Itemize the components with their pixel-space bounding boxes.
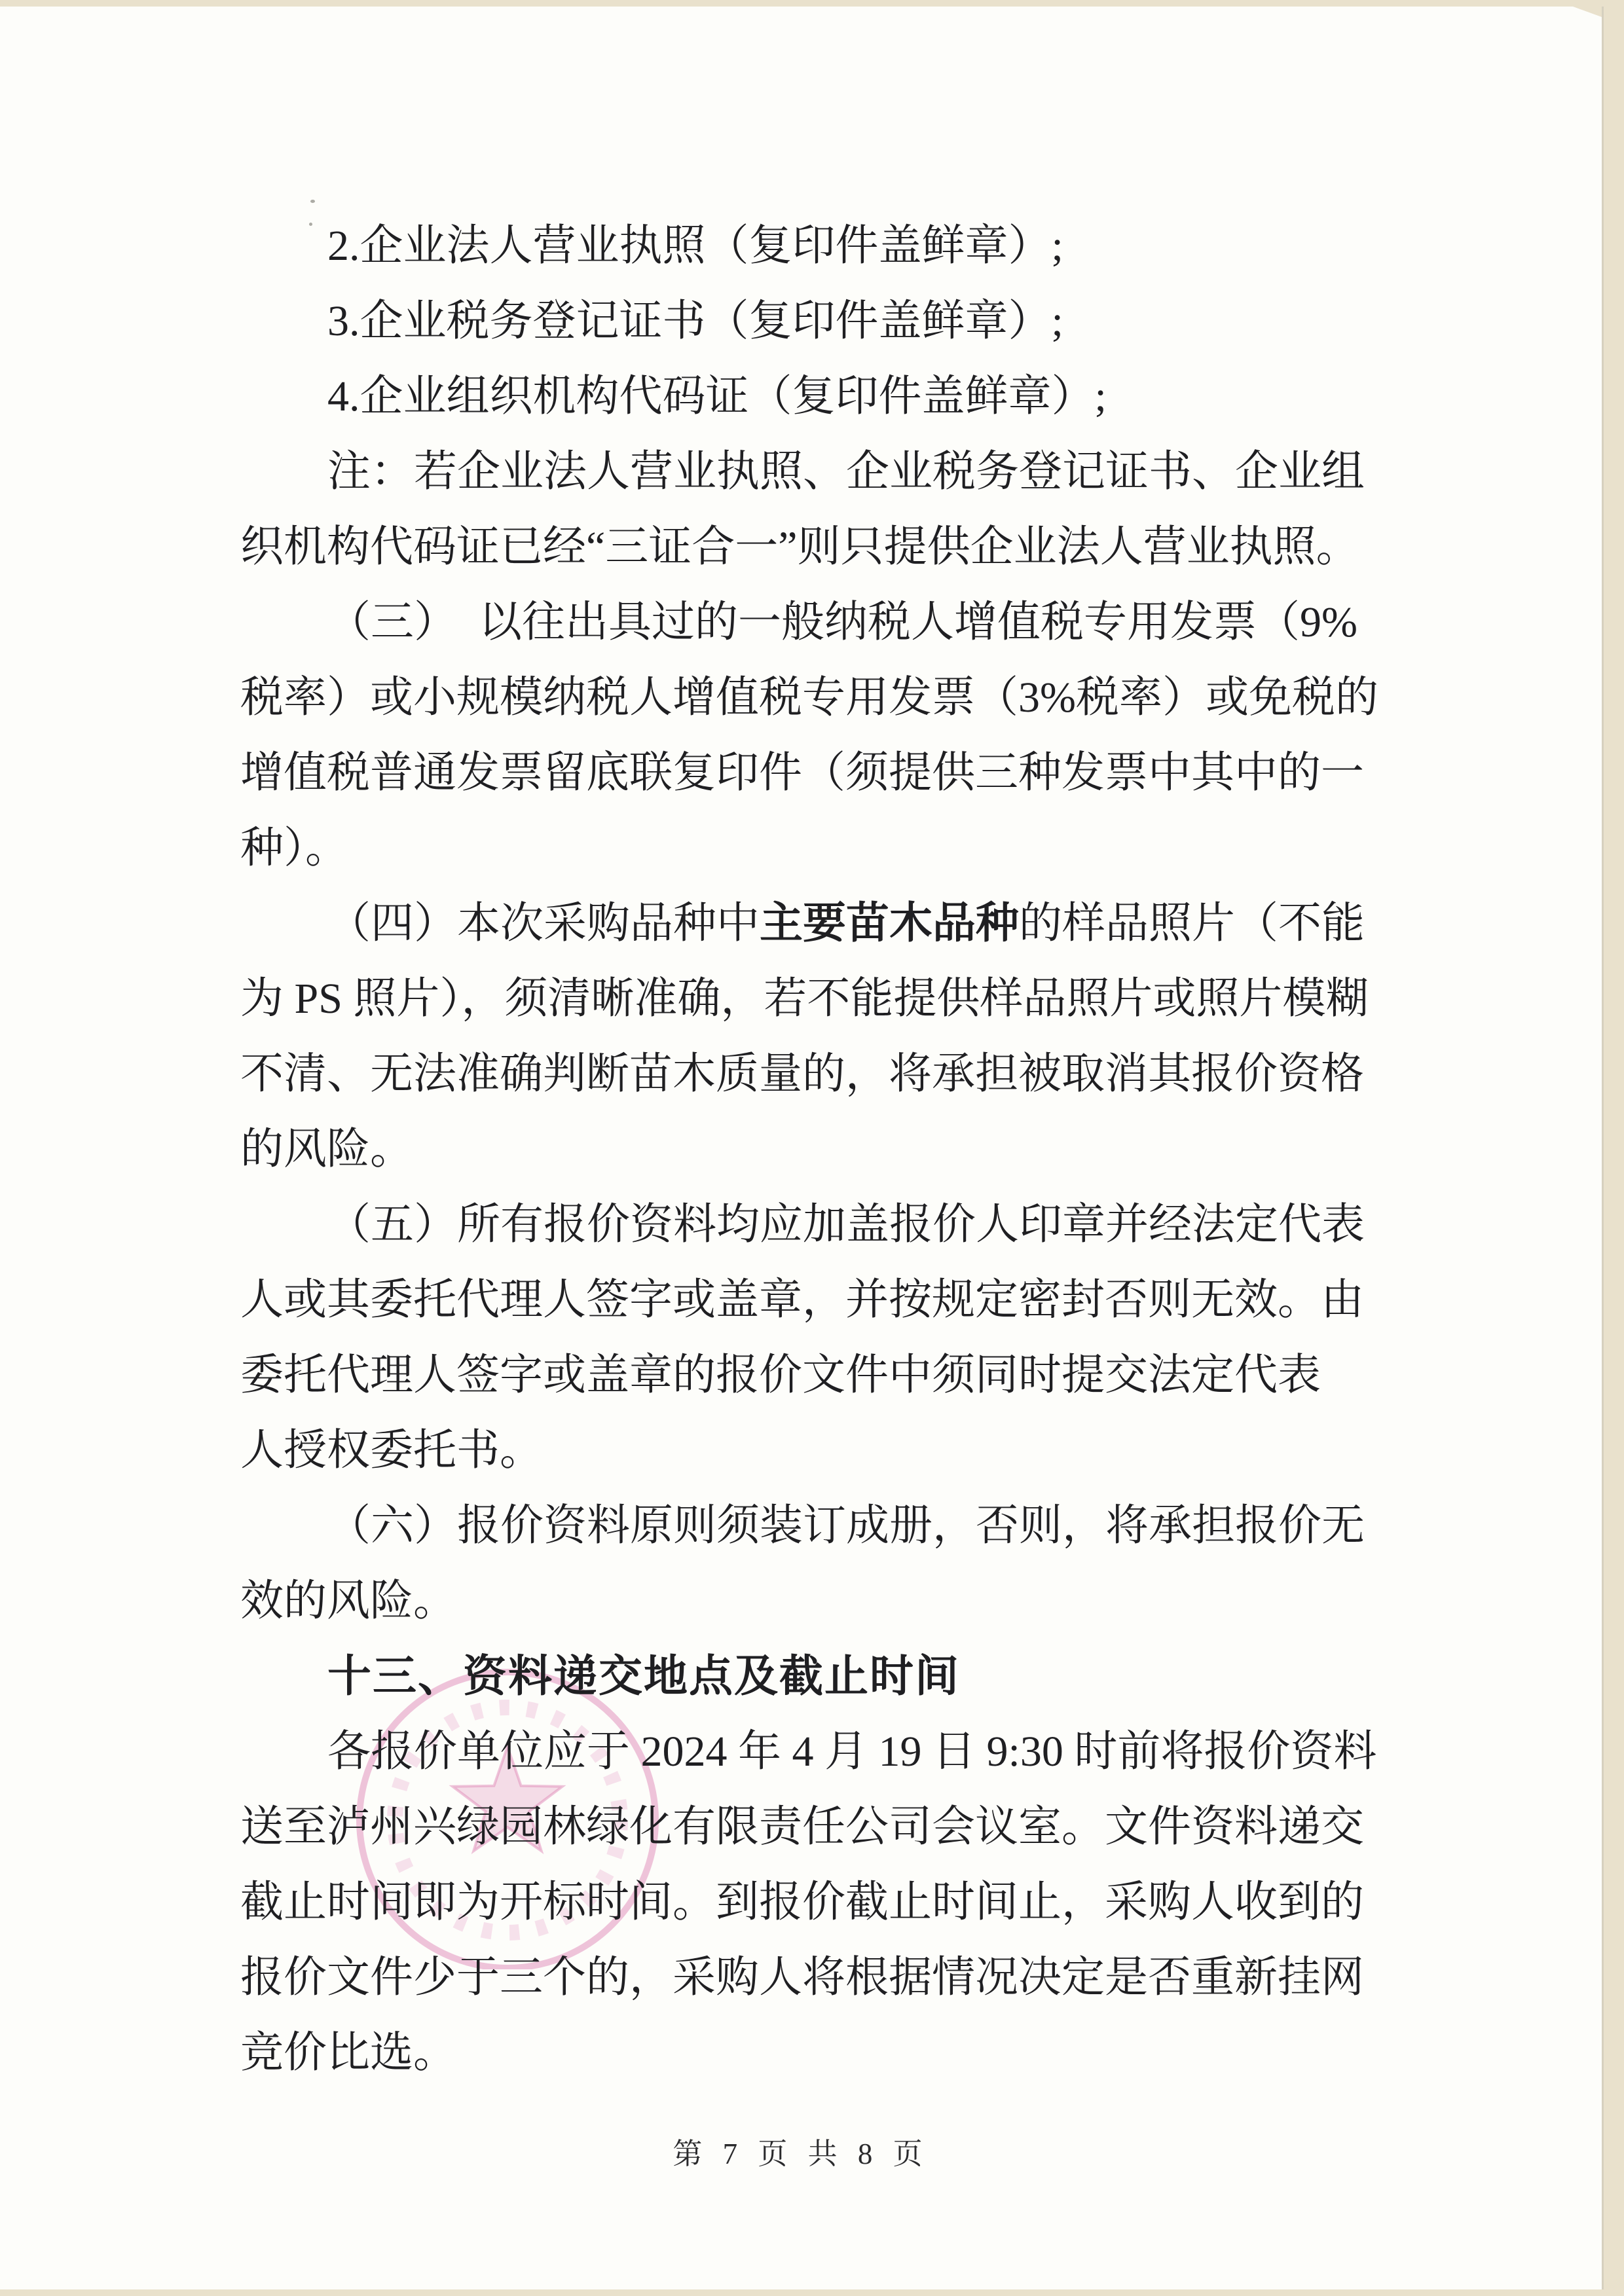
text-line [240, 1714, 1386, 1789]
text-segment: 种）。 [240, 824, 348, 872]
text-segment: 为 PS 照片），须清晰准确，若不能提供样品照片或照片模糊 [240, 975, 1369, 1023]
text-segment: 送至泸州兴绿园林绿化有限责任公司会议室。文件资料递交 [240, 1803, 1364, 1851]
text-line [240, 1488, 1386, 1563]
text-segment: 2.企业法人营业执照（复印件盖鲜章）; [327, 222, 1063, 270]
text-line [240, 585, 1386, 660]
text-line [240, 660, 1386, 735]
text-segment: 3.企业税务登记证书（复印件盖鲜章）; [327, 297, 1063, 345]
text-line [240, 1413, 1386, 1488]
text-segment: 委托代理人签字或盖章的报价文件中须同时提交法定代表 [240, 1351, 1321, 1399]
text-line [240, 811, 1386, 886]
scan-speck [310, 200, 315, 203]
document-body [240, 208, 1386, 2090]
text-segment: 增值税普通发票留底联复印件（须提供三种发票中其中的一 [240, 749, 1364, 797]
text-line [240, 961, 1386, 1036]
text-segment: 税率）或小规模纳税人增值税专用发票（3%税率）或免税的 [240, 674, 1378, 721]
text-segment: 十三、资料递交地点及截止时间 [327, 1652, 960, 1701]
text-segment: 人或其委托代理人签字或盖章，并按规定密封否则无效。由 [240, 1276, 1364, 1324]
text-segment: 的风险。 [240, 1125, 413, 1173]
text-line [240, 1187, 1386, 1262]
text-line [240, 1789, 1386, 1865]
text-segment: （三） 以往出具过的一般纳税人增值税专用发票（9% [327, 598, 1357, 646]
text-segment: 效的风险。 [240, 1577, 456, 1625]
text-line [240, 1940, 1386, 2015]
text-line [240, 434, 1386, 509]
page-footer: 第 7 页 共 8 页 [673, 2138, 929, 2170]
text-segment: 的样品照片（不能 [1019, 900, 1365, 947]
text-line [240, 886, 1386, 961]
text-line [240, 1563, 1386, 1639]
text-line [240, 1262, 1386, 1338]
text-segment: 注：若企业法人营业执照、企业税务登记证书、企业组 [327, 448, 1365, 496]
text-line [240, 359, 1386, 434]
text-segment: 织机构代码证已经“三证合一”则只提供企业法人营业执照。 [240, 523, 1359, 571]
text-line [240, 2015, 1386, 2090]
text-segment: 人授权委托书。 [240, 1427, 543, 1474]
text-line [240, 283, 1386, 359]
text-line [240, 1865, 1386, 1940]
text-line [240, 735, 1386, 811]
text-segment: （六）报价资料原则须装订成册，否则，将承担报价无 [327, 1502, 1365, 1550]
text-segment: 截止时间即为开标时间。到报价截止时间止，采购人收到的 [240, 1878, 1364, 1926]
paper-sheet [0, 7, 1604, 2289]
bold-text: 主要苗木品种 [760, 900, 1019, 947]
text-segment: （五）所有报价资料均应加盖报价人印章并经法定代表 [327, 1201, 1365, 1248]
text-line [240, 509, 1386, 585]
text-line [240, 208, 1386, 283]
section-heading [240, 1639, 1386, 1714]
text-line [240, 1036, 1386, 1112]
text-segment: 4.企业组织机构代码证（复印件盖鲜章）; [327, 373, 1107, 420]
text-segment: 不清、无法准确判断苗木质量的，将承担被取消其报价资格 [240, 1050, 1364, 1098]
text-line [240, 1112, 1386, 1187]
text-segment: （四）本次采购品种中 [327, 900, 760, 947]
text-line [240, 1338, 1386, 1413]
paper-corner-fold [1573, 7, 1602, 17]
text-segment: 报价文件少于三个的，采购人将根据情况决定是否重新挂网 [240, 1954, 1364, 2001]
text-segment: 各报价单位应于 2024 年 4 月 19 日 9:30 时前将报价资料 [327, 1728, 1377, 1776]
text-segment: 竞价比选。 [240, 2029, 456, 2077]
